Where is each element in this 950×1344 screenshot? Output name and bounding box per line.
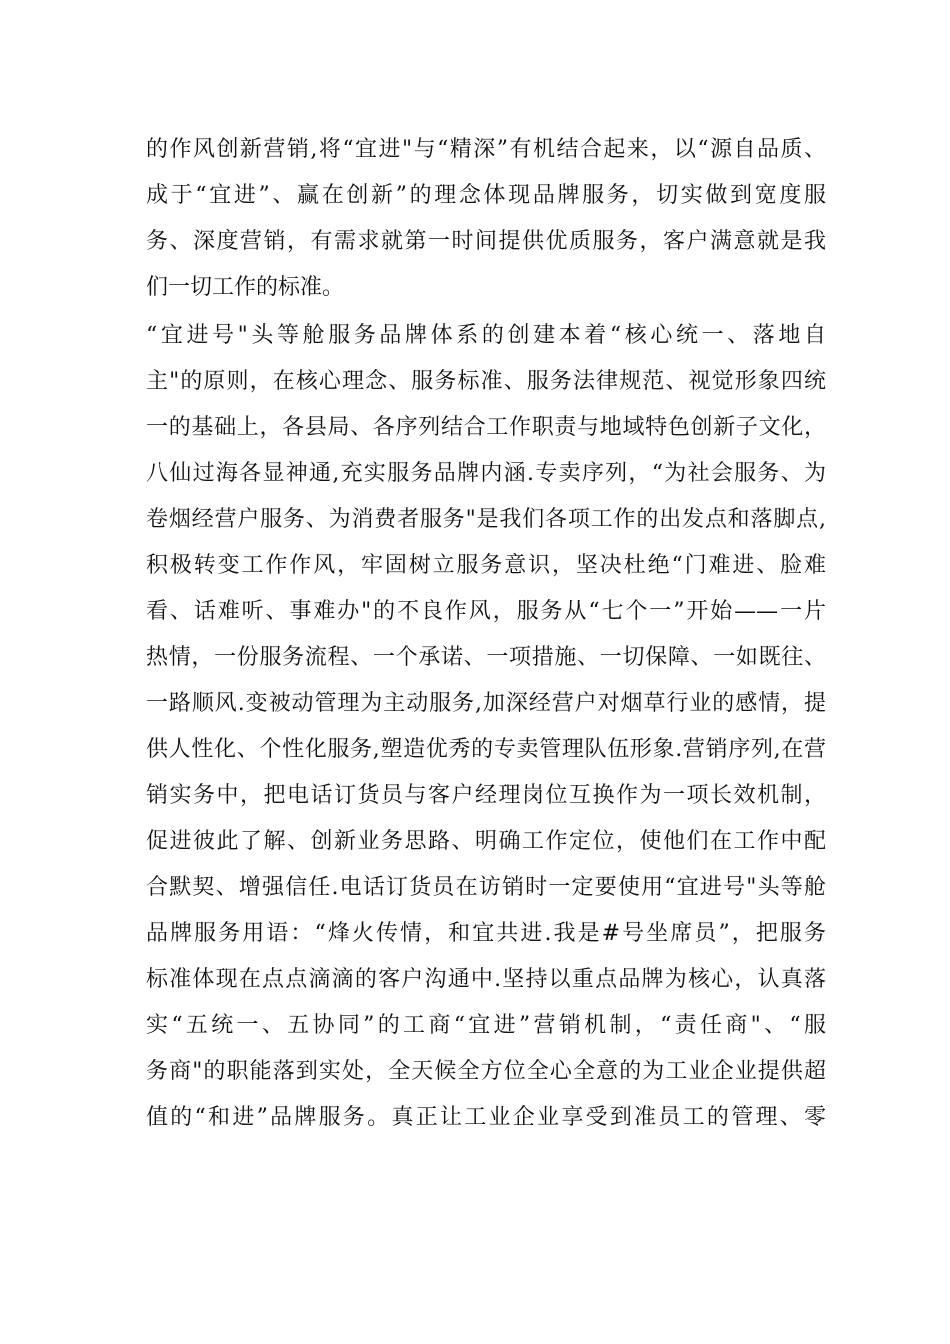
paragraph-1 [146, 127, 826, 311]
text-line: 标准体现在点点滴滴的客户沟通中.坚持以重点品牌为核心，认真落 [146, 967, 826, 992]
text-line: “宜进号"头等舱服务品牌体系的创建本着“核心统一、落地自 [146, 323, 826, 348]
text-line: 们一切工作的标准。 [146, 275, 345, 300]
text-line: 合默契、增强信任.电话订货员在访销时一定要使用“宜进号"头等舱 [146, 875, 826, 900]
text-line: 务、深度营销，有需求就第一时间提供优质服务，客户满意就是我 [146, 229, 826, 254]
text-line: 的作风创新营销,将“宜进"与“精深”有机结合起来，以“源自品质、 [146, 137, 826, 162]
text-line: 看、话难听、事难办"的不良作风，服务从“七个一”开始——一片 [146, 599, 826, 624]
text-line: 一路顺风.变被动管理为主动服务,加深经营户对烟草行业的感情，提 [146, 691, 826, 716]
text-line: 销实务中，把电话订货员与客户经理岗位互换作为一项长效机制， [146, 783, 826, 808]
text-line: 卷烟经营户服务、为消费者服务"是我们各项工作的出发点和落脚点, [146, 507, 826, 532]
text-line: 务商"的职能落到实处，全天候全方位全心全意的为工业企业提供超 [146, 1059, 826, 1084]
text-line: 值的“和进”品牌服务。真正让工业企业享受到准员工的管理、零 [146, 1105, 826, 1130]
text-line: 一的基础上，各县局、各序列结合工作职责与地域特色创新子文化， [146, 415, 826, 440]
text-line: 成于“宜进”、赢在创新”的理念体现品牌服务，切实做到宽度服 [146, 183, 826, 208]
text-line: 积极转变工作作风，牢固树立服务意识，坚决杜绝“门难进、脸难 [146, 553, 826, 578]
text-line: 品牌服务用语：“烽火传情，和宜共进.我是#号坐席员”，把服务 [146, 921, 826, 946]
text-line: 促进彼此了解、创新业务思路、明确工作定位，使他们在工作中配 [146, 829, 826, 854]
text-line: 主"的原则，在核心理念、服务标准、服务法律规范、视觉形象四统 [146, 369, 826, 394]
text-line: 实“五统一、五协同”的工商“宜进”营销机制，“责任商"、“服 [146, 1013, 826, 1038]
paragraph-2 [146, 313, 826, 1141]
text-line: 供人性化、个性化服务,塑造优秀的专卖管理队伍形象.营销序列,在营 [146, 737, 826, 762]
text-line: 八仙过海各显神通,充实服务品牌内涵.专卖序列，“为社会服务、为 [146, 461, 826, 486]
body-text [146, 127, 826, 1141]
text-line: 热情，一份服务流程、一个承诺、一项措施、一切保障、一如既往、 [146, 645, 826, 670]
